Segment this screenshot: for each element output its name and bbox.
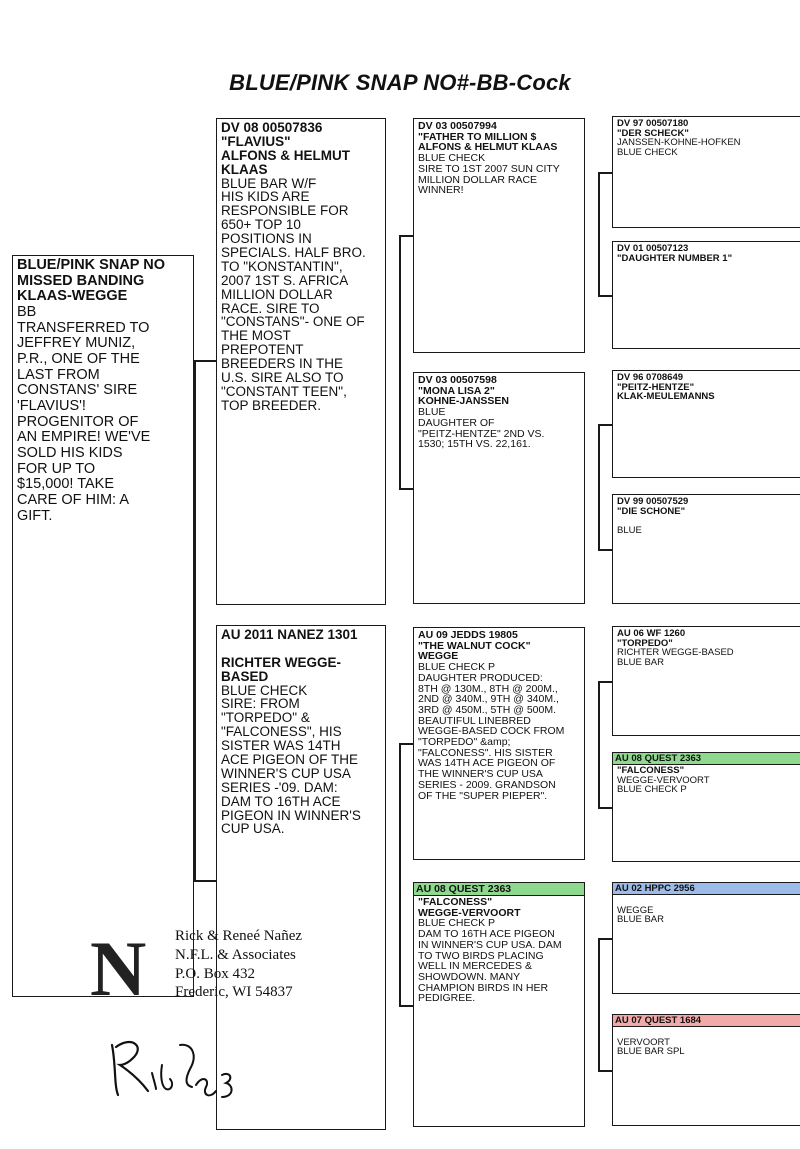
pedigree-line: BLUE BAR SPL — [617, 1046, 685, 1058]
subject-box — [12, 255, 194, 997]
bracket-ss — [598, 172, 600, 295]
pedigree-line: WEGGE-VERVOORT — [418, 906, 521, 919]
pedigree-line: 3RD @ 450M., 5TH @ 500M. — [418, 703, 557, 716]
ggp-5-box — [612, 626, 800, 736]
pedigree-line: DAM TO 16TH ACE PIGEON — [418, 928, 555, 941]
pedigree-line: PIGEON IN WINNER'S — [221, 807, 361, 823]
pedigree-line: "CONSTANS"- ONE OF — [221, 314, 365, 330]
pedigree-line: BLUE CHECK — [617, 147, 678, 159]
pedigree-line: WEGGE — [617, 904, 654, 916]
pedigree-line: THE MOST — [221, 328, 291, 344]
pedigree-line: AU 09 JEDDS 19805 — [418, 629, 518, 641]
bracket-ds-top — [598, 681, 612, 683]
pedigree-line: PREPOTENT — [221, 342, 304, 358]
pedigree-line: BLUE CHECK P — [418, 661, 496, 674]
pedigree-line: IN WINNER'S CUP USA. DAM — [418, 938, 562, 951]
breeder-address — [175, 927, 302, 1002]
bracket-sire-top — [399, 235, 413, 237]
bracket-ds — [598, 681, 600, 807]
pedigree-line: "DER SCHECK" — [617, 127, 689, 139]
pedigree-line: BEAUTIFUL LINEBRED — [418, 714, 531, 727]
pedigree-line: SIRE: FROM — [221, 696, 300, 712]
bracket-dam — [399, 743, 401, 1005]
pedigree-line: WELL IN MERCEDES & — [418, 960, 532, 973]
pedigree-line: TO TWO BIRDS PLACING — [418, 949, 544, 962]
address-line: Frederic, WI 54837 — [175, 984, 293, 1001]
pedigree-line: BLUE BAR W/F — [221, 175, 317, 191]
pedigree-line: WINNER'S CUP USA — [221, 765, 351, 781]
pedigree-line: ALFONS & HELMUT KLAAS — [418, 141, 558, 154]
pedigree-line: SIRE TO 1ST 2007 SUN CITY — [418, 162, 560, 175]
page-title: BLUE/PINK SNAP NO#-BB-Cock — [229, 70, 571, 95]
bracket-ss-top — [598, 172, 612, 174]
pedigree-line: DV 01 00507123 — [617, 243, 689, 254]
pedigree-line: MISSED BANDING — [17, 272, 145, 289]
bracket-dd — [598, 938, 600, 1070]
pedigree-line: BLUE CHECK P — [418, 917, 496, 930]
pedigree-line — [617, 516, 800, 526]
pedigree-line: TOP BREEDER. — [221, 397, 322, 413]
pedigree-line: WINNER! — [418, 184, 464, 197]
pedigree-line: AN EMPIRE! WE'VE — [17, 429, 151, 446]
pedigree-line: 1530; 15TH VS. 22,161. — [418, 438, 531, 451]
pedigree-band-tag: AU 08 QUEST 2363 — [414, 883, 584, 896]
pedigree-line: RICHTER WEGGE-BASED — [221, 654, 341, 684]
pedigree-band-tag: AU 07 QUEST 1684 — [613, 1015, 800, 1027]
pedigree-line: BLUE — [418, 406, 446, 419]
pedigree-line: CARE OF HIM: A — [17, 491, 129, 508]
bracket-sire — [399, 235, 401, 488]
pedigree-line: MILLION DOLLAR RACE — [418, 173, 538, 186]
pedigree-line: BLUE BAR — [617, 657, 664, 669]
bracket-sd-top — [598, 424, 612, 426]
pedigree-band-tag: AU 08 QUEST 2363 — [613, 753, 800, 765]
pedigree-line: BLUE CHECK — [418, 152, 486, 165]
pedigree-line: 2ND @ 340M., 9TH @ 340M., — [418, 693, 559, 706]
pedigree-line: DV 03 00507598 — [418, 374, 497, 386]
pedigree-line: WEGGE — [418, 650, 459, 663]
pedigree-line: FOR UP TO — [17, 460, 96, 477]
pedigree-line: AU 06 WF 1260 — [617, 628, 686, 639]
pedigree-line: DV 03 00507994 — [418, 120, 497, 132]
pedigree-line: DV 99 00507529 — [617, 496, 689, 507]
bracket-sd — [598, 424, 600, 549]
pedigree-line: CHAMPION BIRDS IN HER — [418, 981, 549, 994]
pedigree-line: BREEDERS IN THE — [221, 356, 344, 372]
pedigree-line: "TORPEDO" &amp; — [418, 736, 511, 749]
pedigree-line: "PEITZ-HENTZE" — [617, 381, 695, 393]
bracket-dam-top — [399, 743, 413, 745]
ggp-3-box — [612, 370, 800, 478]
pedigree-line: CONSTANS' SIRE — [17, 382, 138, 399]
pedigree-line: OF THE "SUPER PIEPER". — [418, 789, 548, 802]
pedigree-line: BLUE — [617, 525, 642, 537]
pedigree-line: 650+ TOP 10 — [221, 217, 301, 233]
pedigree-line: WEGGE-VERVOORT — [617, 774, 710, 786]
bracket-subject-top — [194, 360, 216, 362]
pedigree-line: SHOWDOWN. MANY — [418, 970, 521, 983]
sire-box — [216, 118, 386, 605]
pedigree-line: PROGENITOR OF — [17, 413, 139, 430]
pedigree-line: BLUE BAR — [617, 914, 664, 926]
breeder-logo: N — [90, 925, 147, 1012]
pedigree-line: GIFT. — [17, 507, 53, 524]
pedigree-line: VERVOORT — [617, 1036, 670, 1048]
address-line: N.F.L. & Associates — [175, 946, 296, 963]
pedigree-line: DAM TO 16TH ACE — [221, 793, 341, 809]
pedigree-line: PEDIGREE. — [418, 992, 476, 1005]
pedigree-line: LAST FROM — [17, 366, 100, 383]
pedigree-line: "FALCONESS". HIS SISTER — [418, 746, 553, 759]
pedigree-line: "PEITZ-HENTZE" 2ND VS. — [418, 427, 545, 440]
pedigree-line: SISTER WAS 14TH — [221, 738, 341, 754]
ggp-6-box — [612, 752, 800, 862]
ggp-8-box — [612, 1014, 800, 1126]
pedigree-line: 2007 1ST S. AFRICA — [221, 272, 349, 288]
pedigree-line: 8TH @ 130M., 8TH @ 200M., — [418, 682, 558, 695]
pedigree-line: KLAK-MEULEMANNS — [617, 391, 715, 403]
pedigree-line: CUP USA. — [221, 821, 285, 837]
pedigree-line: WAS 14TH ACE PIGEON OF — [418, 757, 556, 770]
pedigree-line: RESPONSIBLE FOR — [221, 203, 349, 219]
bracket-ss-bottom — [598, 295, 612, 297]
sire-sire-box — [413, 118, 585, 353]
address-line: P.O. Box 432 — [175, 965, 256, 982]
ggp-7-box — [612, 882, 800, 994]
pedigree-line: BLUE CHECK — [221, 682, 308, 698]
pedigree-band-tag: AU 02 HPPC 2956 — [613, 883, 800, 895]
pedigree-line: "TORPEDO" & — [221, 710, 310, 726]
pedigree-line: SOLD HIS KIDS — [17, 444, 123, 461]
pedigree-line: $15,000! TAKE — [17, 476, 115, 493]
bracket-sd-bottom — [598, 549, 612, 551]
pedigree-line: BB — [17, 303, 37, 320]
breeder-footer — [90, 915, 340, 1135]
pedigree-line: DAUGHTER OF — [418, 416, 495, 429]
pedigree-line: "FLAVIUS" — [221, 133, 291, 149]
pedigree-line: THE WINNER'S CUP USA — [418, 768, 543, 781]
pedigree-line: "CONSTANT TEEN", — [221, 383, 347, 399]
pedigree-line: TRANSFERRED TO — [17, 319, 150, 336]
bracket-subject-bottom — [194, 880, 216, 882]
dam-sire-box — [413, 627, 585, 860]
ggp-2-box — [612, 241, 800, 349]
bracket-dam-bottom — [399, 1005, 413, 1007]
pedigree-line: ALFONS & HELMUT KLAAS — [221, 147, 354, 177]
pedigree-line: DAUGHTER PRODUCED: — [418, 671, 543, 684]
pedigree-line: KOHNE-JANSSEN — [418, 395, 510, 408]
pedigree-line: "MONA LISA 2" — [418, 384, 495, 397]
pedigree-line: POSITIONS IN — [221, 231, 312, 247]
bracket-subject — [194, 360, 196, 880]
pedigree-line: "THE WALNUT COCK" — [418, 639, 531, 652]
bracket-sire-bottom — [399, 488, 413, 490]
pedigree-line: KLAAS-WEGGE — [17, 288, 128, 305]
pedigree-line: ACE PIGEON OF THE — [221, 752, 359, 768]
pedigree-line: "FALCONESS" — [418, 896, 493, 908]
bracket-dd-bottom — [598, 1070, 612, 1072]
pedigree-line: "FATHER TO MILLION $ — [418, 130, 537, 143]
pedigree-line: "FALCONESS" — [617, 765, 685, 776]
pedigree-line: AU 2011 NANEZ 1301 — [221, 627, 358, 642]
pedigree-line: "TORPEDO" — [617, 637, 673, 649]
pedigree-line: RICHTER WEGGE-BASED — [617, 647, 734, 659]
pedigree-line: TO "KONSTANTIN", — [221, 258, 343, 274]
pedigree-line: "DAUGHTER NUMBER 1" — [617, 252, 733, 264]
pedigree-line: SERIES - 2009. GRANDSON — [418, 778, 556, 791]
dam-dam-box — [413, 882, 585, 1127]
pedigree-line: BLUE/PINK SNAP NO — [17, 257, 165, 273]
pedigree-line: P.R., ONE OF THE — [17, 350, 140, 367]
pedigree-line: "FALCONESS", HIS — [221, 724, 342, 740]
sire-dam-box — [413, 372, 585, 604]
pedigree-line: 'FLAVIUS'! — [17, 397, 86, 414]
pedigree-line: DV 97 00507180 — [617, 118, 689, 129]
pedigree-line: BLUE CHECK P — [617, 784, 687, 796]
bracket-ds-bottom — [598, 807, 612, 809]
pedigree-line: JEFFREY MUNIZ, — [17, 335, 136, 352]
pedigree-line: SPECIALS. HALF BRO. — [221, 245, 366, 261]
address-line: Rick & Reneé Nañez — [175, 928, 303, 944]
pedigree-line: MILLION DOLLAR — [221, 286, 333, 302]
pedigree-line: RACE. SIRE TO — [221, 300, 320, 316]
pedigree-line: JANSSEN-KOHNE-HOFKEN — [617, 137, 741, 149]
pedigree-line: "DIE SCHONE" — [617, 505, 686, 517]
pedigree-line: DV 96 0708649 — [617, 372, 684, 383]
ggp-1-box — [612, 116, 800, 228]
pedigree-line: U.S. SIRE ALSO TO — [221, 370, 344, 386]
pedigree-line: SERIES -'09. DAM: — [221, 779, 338, 795]
ggp-4-box — [612, 494, 800, 604]
handwritten-signature-icon — [102, 1025, 242, 1115]
pedigree-line: WEGGE-BASED COCK FROM — [418, 725, 565, 738]
pedigree-line: HIS KIDS ARE — [221, 189, 310, 205]
pedigree-line: DV 08 00507836 — [221, 120, 323, 135]
bracket-dd-top — [598, 938, 612, 940]
pedigree-line — [221, 642, 381, 656]
